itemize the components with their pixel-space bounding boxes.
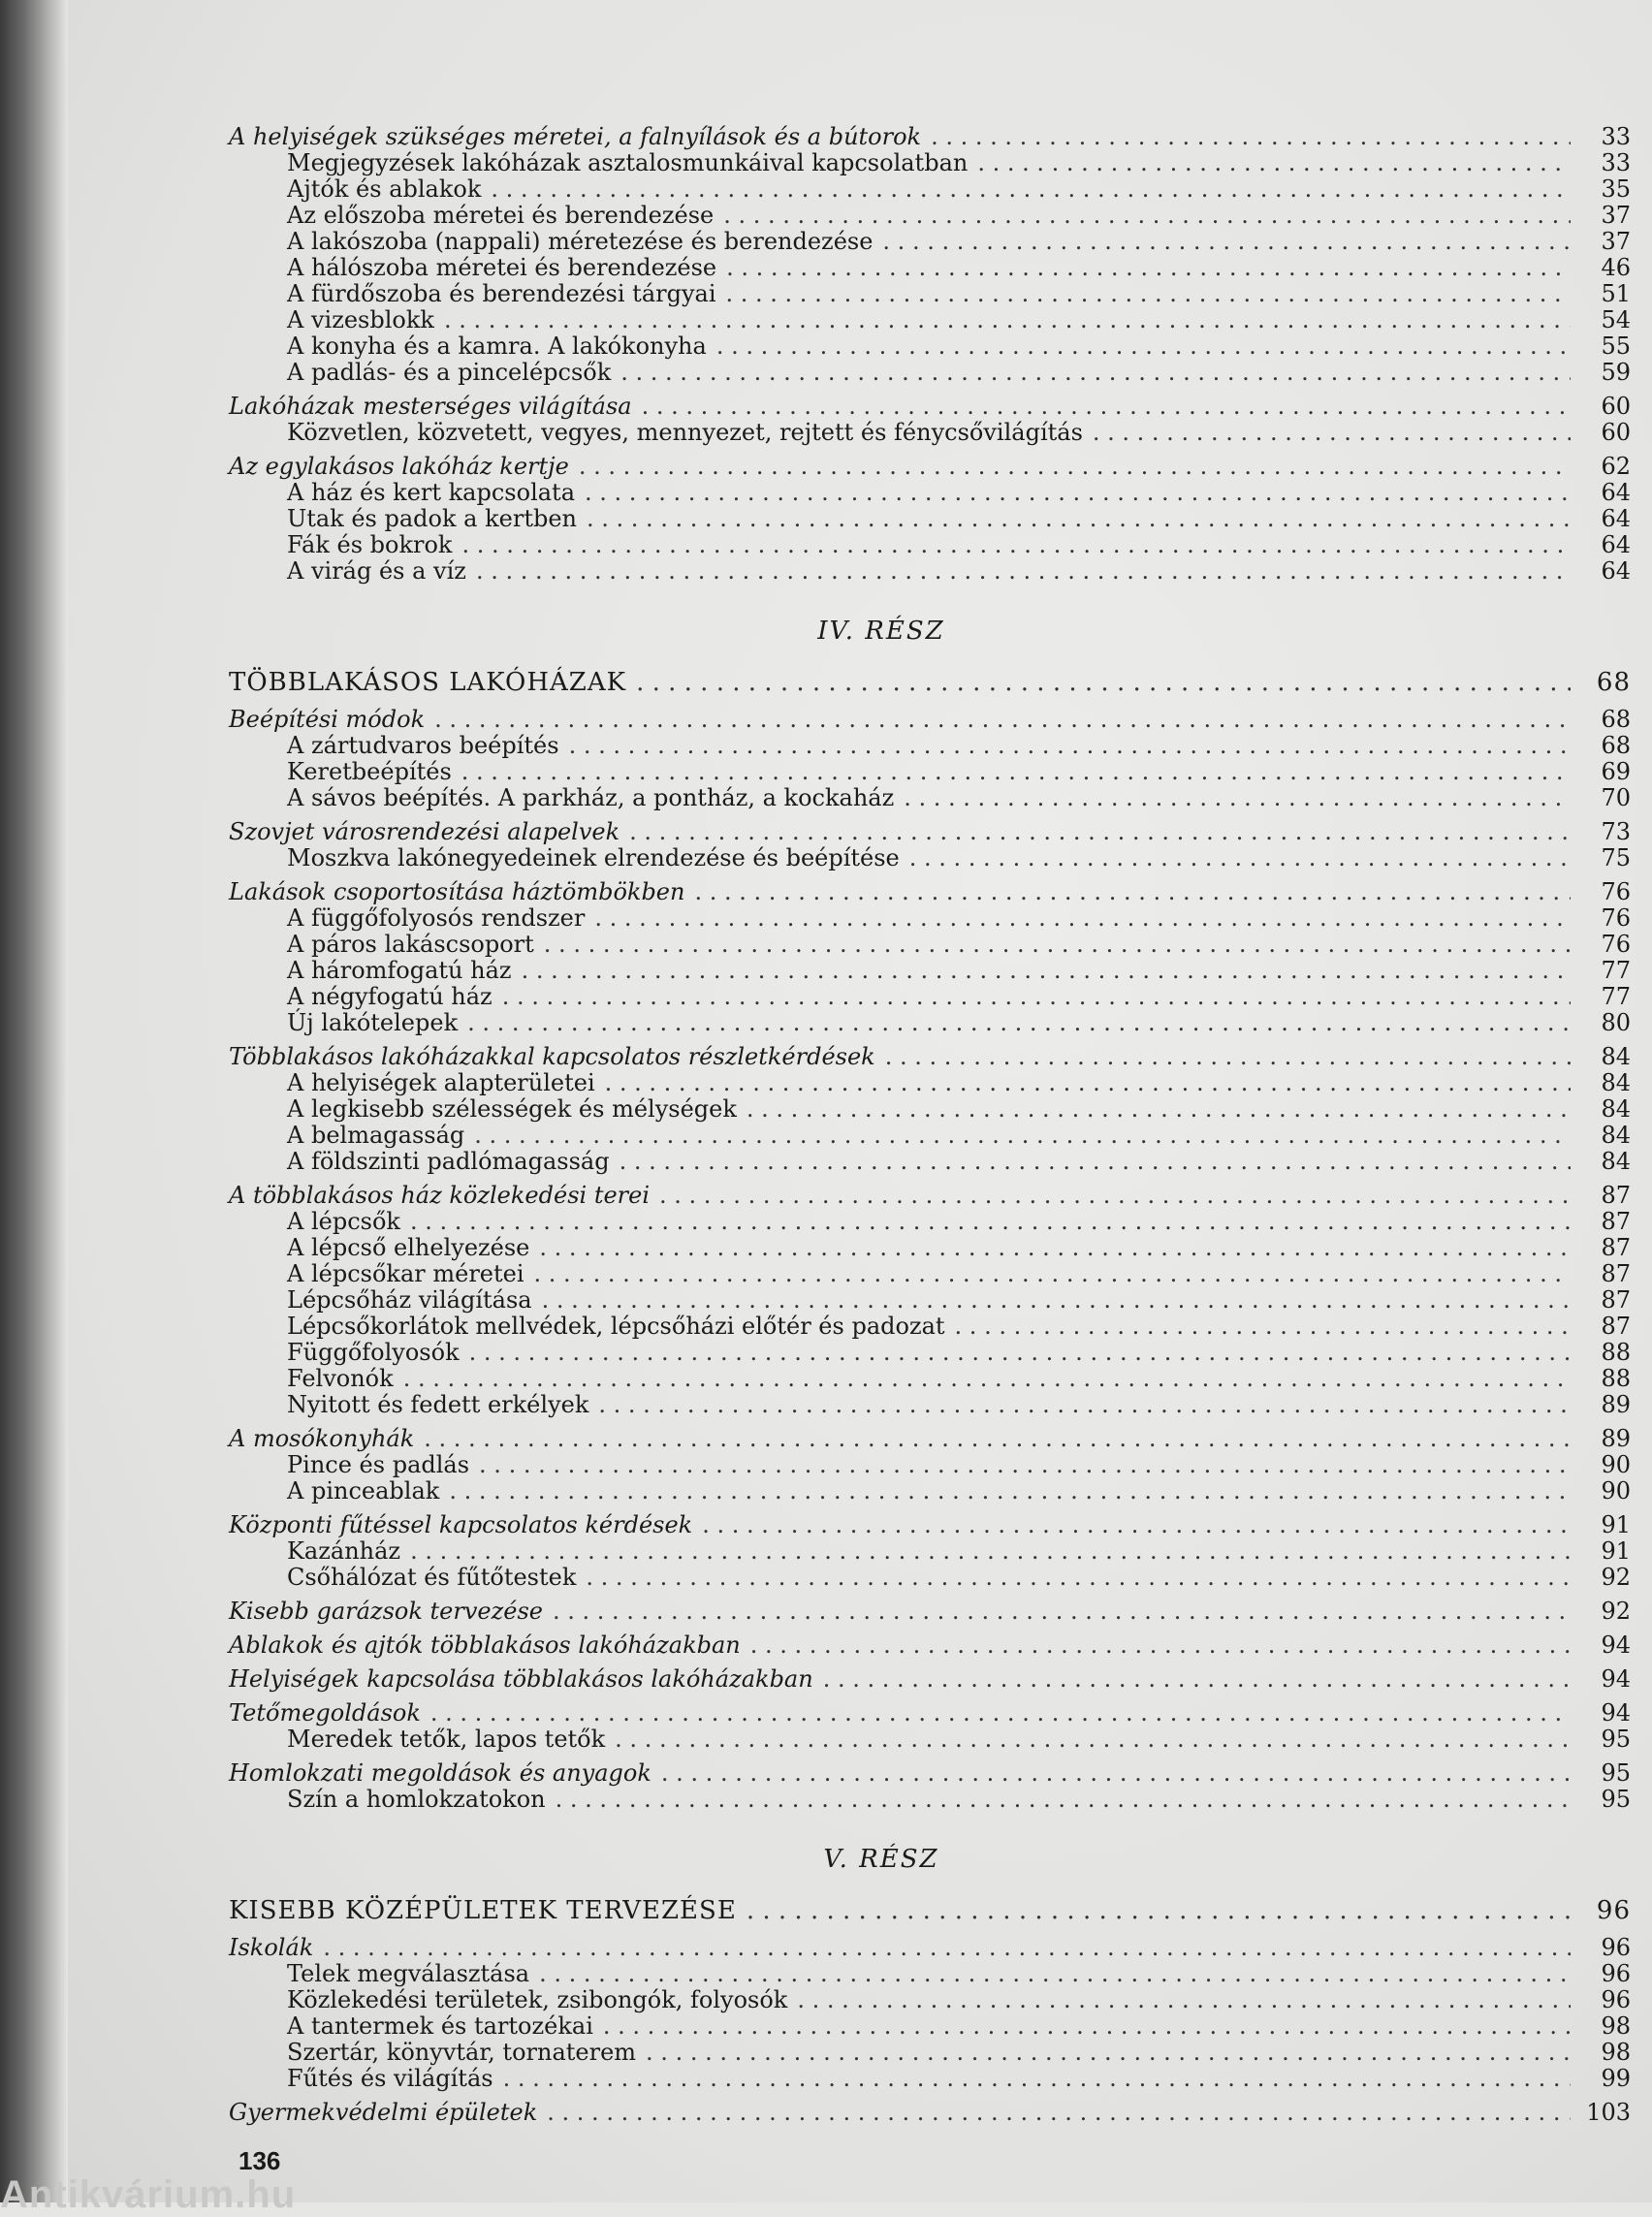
toc-entry — [229, 733, 1631, 759]
dot-leader — [629, 819, 1571, 845]
toc-entry-title: A mosókonyhák — [229, 1425, 415, 1452]
table-of-contents — [229, 124, 1631, 2126]
toc-entry — [229, 281, 1631, 307]
toc-entry-title: Homlokzati megoldások és anyagok — [229, 1759, 651, 1787]
toc-page-number: 96 — [1601, 1986, 1631, 2013]
dot-leader — [424, 1426, 1571, 1452]
dot-leader — [694, 879, 1571, 905]
toc-entry-title: A páros lakáscsoport — [287, 931, 534, 958]
toc-entry — [229, 480, 1631, 506]
toc-page-number: 37 — [1601, 228, 1631, 255]
toc-entry — [229, 360, 1631, 386]
dot-leader — [955, 1314, 1571, 1340]
toc-page-number: 94 — [1601, 1631, 1631, 1659]
dot-leader — [539, 1235, 1571, 1261]
toc-section — [229, 1183, 1631, 1209]
toc-page-number: 33 — [1601, 149, 1631, 176]
dot-leader — [659, 1183, 1571, 1209]
dot-leader — [931, 124, 1571, 150]
toc-entry-title: A konyha és a kamra. A lakókonyha — [287, 333, 707, 360]
toc-entry-title: Tetőmegoldások — [229, 1699, 421, 1726]
dot-leader — [605, 1070, 1571, 1096]
toc-entry — [229, 558, 1631, 585]
dot-leader — [909, 845, 1571, 871]
toc-entry-title: Központi fűtéssel kapcsolatos kérdések — [229, 1511, 693, 1538]
toc-entry — [229, 1070, 1631, 1096]
toc-entry — [229, 759, 1631, 785]
dot-leader — [823, 1666, 1571, 1693]
toc-entry-title: Új lakótelepek — [287, 1009, 459, 1036]
toc-entry-title: Meredek tetők, lapos tetők — [287, 1726, 606, 1753]
toc-page-number: 87 — [1601, 1234, 1631, 1261]
toc-page-number: 90 — [1601, 1477, 1631, 1504]
dot-leader — [620, 1149, 1571, 1175]
toc-page-number: 60 — [1601, 393, 1631, 420]
toc-page-number: 60 — [1601, 419, 1631, 446]
toc-page-number: 76 — [1601, 878, 1631, 905]
toc-page-number: 96 — [1596, 1896, 1631, 1925]
toc-entry-title: Moszkva lakónegyedeinek elrendezése és beépítése — [287, 844, 900, 871]
toc-entry-title: Függőfolyosók — [287, 1339, 460, 1366]
page-number: 136 — [238, 2146, 281, 2175]
toc-page-number: 87 — [1601, 1208, 1631, 1235]
toc-page-number: 95 — [1601, 1786, 1631, 1813]
dot-leader — [636, 666, 1571, 699]
watermark: Antikvárium.hu — [0, 2173, 297, 2216]
dot-leader — [594, 905, 1571, 932]
dot-leader — [750, 1632, 1571, 1659]
toc-section — [229, 1599, 1631, 1625]
toc-page-number: 88 — [1601, 1365, 1631, 1392]
dot-leader — [747, 1096, 1571, 1123]
toc-entry — [229, 150, 1631, 176]
toc-entry-title: Gyermekvédelmi épületek — [229, 2099, 538, 2126]
toc-page-number: 68 — [1601, 732, 1631, 759]
toc-page-number: 84 — [1601, 1148, 1631, 1175]
toc-section — [229, 1760, 1631, 1787]
dot-leader — [904, 785, 1571, 811]
dot-leader — [502, 984, 1571, 1010]
toc-entry-title: Csőhálózat és fűtőtestek — [287, 1564, 577, 1591]
toc-entry-title: Keretbeépítés — [287, 758, 452, 785]
toc-page-number: 96 — [1601, 1960, 1631, 1987]
toc-page-number: 68 — [1596, 668, 1631, 697]
toc-entry — [229, 1565, 1631, 1591]
toc-page-number: 89 — [1601, 1391, 1631, 1418]
toc-entry-title: Megjegyzések lakóházak asztalosmunkáival kapcsolatban — [287, 149, 969, 176]
toc-page-number: 62 — [1601, 453, 1631, 480]
toc-entry-title: Nyitott és fedett erkélyek — [287, 1391, 589, 1418]
toc-entry-title: A helyiségek alapterületei — [287, 1069, 595, 1096]
toc-page-number: 76 — [1601, 904, 1631, 932]
dot-leader — [461, 759, 1571, 785]
toc-page-number: 91 — [1601, 1511, 1631, 1538]
toc-entry — [229, 905, 1631, 932]
toc-entry-title: Szín a homlokzatokon — [287, 1786, 546, 1813]
toc-entry — [229, 307, 1631, 333]
toc-page-number: 99 — [1601, 2065, 1631, 2092]
toc-page-number: 77 — [1601, 957, 1631, 984]
toc-entry-title: Fűtés és világítás — [287, 2065, 493, 2092]
toc-entry — [229, 2066, 1631, 2092]
toc-page-number: 68 — [1601, 706, 1631, 733]
dot-leader — [646, 2040, 1571, 2066]
dot-leader — [553, 1599, 1571, 1625]
toc-page-number: 87 — [1601, 1313, 1631, 1340]
toc-page-number: 70 — [1601, 784, 1631, 811]
toc-section — [229, 879, 1631, 905]
toc-entry-title: Utak és padok a kertben — [287, 505, 577, 532]
toc-page-number: 98 — [1601, 2039, 1631, 2066]
toc-entry-title: A hálószoba méretei és berendezése — [287, 254, 717, 281]
toc-entry — [229, 1123, 1631, 1149]
toc-section — [229, 819, 1631, 845]
toc-entry-title: Felvonók — [287, 1365, 394, 1392]
toc-entry-title: Telek megválasztása — [287, 1960, 530, 1987]
toc-page-number: 84 — [1601, 1122, 1631, 1149]
dot-leader — [598, 1392, 1571, 1418]
toc-page-number: 69 — [1601, 758, 1631, 785]
toc-section — [229, 1935, 1631, 1961]
toc-entry — [229, 1961, 1631, 1987]
toc-entry-title: A legkisebb szélességek és mélységek — [287, 1095, 737, 1123]
toc-entry — [229, 958, 1631, 984]
dot-leader — [977, 150, 1571, 176]
dot-leader — [479, 1452, 1571, 1478]
toc-entry-title: Az egylakásos lakóház kertje — [229, 453, 569, 480]
toc-entry-title: Kisebb garázsok tervezése — [229, 1598, 543, 1625]
toc-section — [229, 124, 1631, 150]
toc-entry-title: A belmagasság — [287, 1122, 465, 1149]
toc-chapter — [229, 1894, 1631, 1927]
toc-section — [229, 1700, 1631, 1726]
dot-leader — [410, 1209, 1571, 1235]
toc-entry — [229, 1340, 1631, 1366]
toc-entry-title: A sávos beépítés. A parkház, a pontház, a kockaház — [287, 784, 895, 811]
toc-entry-title: Közvetlen, közvetett, vegyes, mennyezet, rejtett és fénycsővilágítás — [287, 419, 1083, 446]
toc-section — [229, 1044, 1631, 1070]
dot-leader — [569, 733, 1571, 759]
toc-entry — [229, 2040, 1631, 2066]
toc-chapter — [229, 666, 1631, 699]
toc-entry-title: Helyiségek kapcsolása többlakásos lakóházakban — [229, 1665, 813, 1693]
dot-leader — [797, 1987, 1571, 2013]
dot-leader — [556, 1787, 1571, 1813]
dot-leader — [726, 281, 1571, 307]
toc-page-number: 94 — [1601, 1699, 1631, 1726]
toc-entry — [229, 1987, 1631, 2013]
dot-leader — [474, 1123, 1571, 1149]
toc-entry-title: Többlakásos lakóházakkal kapcsolatos részletkérdések — [229, 1043, 875, 1070]
toc-entry — [229, 1366, 1631, 1392]
dot-leader — [522, 958, 1571, 984]
toc-entry — [229, 1726, 1631, 1753]
toc-section — [229, 394, 1631, 420]
toc-page-number: 98 — [1601, 2012, 1631, 2040]
toc-entry-title: A padlás- és a pincelépcsők — [287, 359, 612, 386]
dot-leader — [491, 176, 1571, 203]
toc-page-number: 88 — [1601, 1339, 1631, 1366]
toc-entry — [229, 1392, 1631, 1418]
dot-leader — [885, 1044, 1571, 1070]
toc-page-number: 87 — [1601, 1286, 1631, 1314]
dot-leader — [603, 2013, 1571, 2040]
toc-entry — [229, 203, 1631, 229]
toc-entry-title: A tantermek és tartozékai — [287, 2012, 593, 2040]
toc-entry-title: Lépcsőkorlátok mellvédek, lépcsőházi előtér és padozat — [287, 1313, 945, 1340]
dot-leader — [587, 506, 1571, 532]
dot-leader — [547, 2100, 1571, 2126]
part-heading: IV. RÉSZ — [817, 617, 945, 646]
book-spine-shadow — [0, 0, 68, 2202]
dot-leader — [1093, 420, 1571, 446]
toc-entry-title: Pince és padlás — [287, 1451, 470, 1478]
dot-leader — [716, 333, 1571, 360]
dot-leader — [723, 203, 1571, 229]
dot-leader — [410, 1538, 1571, 1565]
dot-leader — [461, 532, 1571, 558]
toc-page-number: 87 — [1601, 1260, 1631, 1287]
dot-leader — [585, 480, 1571, 506]
toc-page-number: 80 — [1601, 1009, 1631, 1036]
toc-page-number: 84 — [1601, 1095, 1631, 1123]
toc-entry — [229, 255, 1631, 281]
toc-page-number: 64 — [1601, 531, 1631, 558]
dot-leader — [503, 2066, 1571, 2092]
dot-leader — [586, 1565, 1571, 1591]
dot-leader — [467, 1010, 1571, 1036]
dot-leader — [726, 255, 1571, 281]
toc-entry — [229, 1452, 1631, 1478]
toc-entry-title: A négyfogatú ház — [287, 983, 492, 1010]
toc-entry-title: Ablakok és ajtók többlakásos lakóházakban — [229, 1631, 741, 1659]
toc-entry-title: A lépcső elhelyezése — [287, 1234, 530, 1261]
toc-entry-title: A helyiségek szükséges méretei, a falnyílások és a bútorok — [229, 123, 922, 150]
toc-page-number: 73 — [1601, 818, 1631, 845]
toc-entry — [229, 1314, 1631, 1340]
toc-entry — [229, 229, 1631, 255]
toc-entry — [229, 845, 1631, 871]
toc-entry-title: A többlakásos ház közlekedési terei — [229, 1182, 651, 1209]
part-heading: V. RÉSZ — [823, 1845, 939, 1874]
dot-leader — [615, 1726, 1571, 1753]
dot-leader — [882, 229, 1571, 255]
toc-entry — [229, 333, 1631, 360]
dot-leader — [444, 307, 1571, 333]
toc-entry-title: Szovjet városrendezési alapelvek — [229, 818, 620, 845]
toc-entry-title: KISEBB KÖZÉPÜLETEK TERVEZÉSE — [229, 1896, 737, 1925]
toc-entry — [229, 1209, 1631, 1235]
toc-page-number: 64 — [1601, 557, 1631, 585]
toc-entry-title: A virág és a víz — [287, 557, 466, 585]
toc-entry — [229, 532, 1631, 558]
toc-page-number: 92 — [1601, 1564, 1631, 1591]
toc-entry-title: A fürdőszoba és berendezési tárgyai — [287, 280, 716, 307]
toc-entry — [229, 932, 1631, 958]
dot-leader — [403, 1366, 1571, 1392]
toc-page-number: 51 — [1601, 280, 1631, 307]
toc-entry — [229, 1287, 1631, 1314]
dot-leader — [449, 1478, 1571, 1504]
toc-entry-title: A földszinti padlómagasság — [287, 1148, 610, 1175]
dot-leader — [534, 1261, 1571, 1287]
toc-page-number: 33 — [1601, 123, 1631, 150]
toc-entry-title: Beépítési módok — [229, 706, 426, 733]
dot-leader — [476, 558, 1571, 585]
toc-section — [229, 1512, 1631, 1538]
toc-page-number: 64 — [1601, 505, 1631, 532]
dot-leader — [430, 1700, 1571, 1726]
toc-page-number: 96 — [1601, 1934, 1631, 1961]
toc-section — [229, 1426, 1631, 1452]
toc-entry-title: Fák és bokrok — [287, 531, 453, 558]
toc-entry-title: A pinceablak — [287, 1477, 440, 1504]
toc-entry-title: A lépcsőkar méretei — [287, 1260, 524, 1287]
toc-entry-title: A vizesblokk — [287, 306, 434, 333]
toc-page-number: 89 — [1601, 1425, 1631, 1452]
toc-entry-title: Kazánház — [287, 1537, 401, 1565]
toc-page-number: 103 — [1586, 2099, 1631, 2126]
dot-leader — [539, 1961, 1571, 1987]
toc-entry — [229, 1478, 1631, 1504]
toc-entry — [229, 1235, 1631, 1261]
dot-leader — [702, 1512, 1571, 1538]
toc-page-number: 84 — [1601, 1069, 1631, 1096]
toc-entry-title: Ajtók és ablakok — [287, 175, 482, 203]
toc-page-number: 87 — [1601, 1182, 1631, 1209]
toc-entry — [229, 1261, 1631, 1287]
toc-page-number: 92 — [1601, 1598, 1631, 1625]
toc-entry — [229, 2013, 1631, 2040]
toc-section — [229, 1666, 1631, 1693]
toc-entry — [229, 1096, 1631, 1123]
toc-page-number: 94 — [1601, 1665, 1631, 1693]
toc-section — [229, 2100, 1631, 2126]
toc-entry-title: Szertár, könyvtár, tornaterem — [287, 2039, 637, 2066]
toc-page-number: 95 — [1601, 1726, 1631, 1753]
dot-leader — [661, 1760, 1571, 1787]
toc-section — [229, 454, 1631, 480]
dot-leader — [323, 1935, 1571, 1961]
toc-entry — [229, 506, 1631, 532]
toc-entry — [229, 1538, 1631, 1565]
toc-entry-title: A függőfolyosós rendszer — [287, 904, 586, 932]
toc-entry-title: Lépcsőház világítása — [287, 1286, 532, 1314]
toc-page-number: 59 — [1601, 359, 1631, 386]
toc-entry-title: A zártudvaros beépítés — [287, 732, 559, 759]
toc-entry — [229, 785, 1631, 811]
toc-entry — [229, 1149, 1631, 1175]
toc-page-number: 75 — [1601, 844, 1631, 871]
toc-entry — [229, 1787, 1631, 1813]
toc-entry-title: Iskolák — [229, 1934, 314, 1961]
toc-entry-title: A lakószoba (nappali) méretezése és berendezése — [287, 228, 874, 255]
toc-entry — [229, 1010, 1631, 1036]
toc-entry-title: Közlekedési területek, zsibongók, folyosók — [287, 1986, 788, 2013]
toc-entry — [229, 984, 1631, 1010]
dot-leader — [642, 394, 1571, 420]
toc-entry-title: A háromfogatú ház — [287, 957, 512, 984]
toc-page-number: 37 — [1601, 202, 1631, 229]
toc-page-number: 64 — [1601, 479, 1631, 506]
dot-leader — [747, 1894, 1571, 1927]
toc-page-number: 95 — [1601, 1759, 1631, 1787]
toc-section — [229, 1632, 1631, 1659]
toc-entry — [229, 176, 1631, 203]
toc-page-number: 55 — [1601, 333, 1631, 360]
toc-entry-title: Az előszoba méretei és berendezése — [287, 202, 715, 229]
dot-leader — [579, 454, 1571, 480]
toc-page-number: 35 — [1601, 175, 1631, 203]
toc-page-number: 54 — [1601, 306, 1631, 333]
toc-page-number: 90 — [1601, 1451, 1631, 1478]
toc-entry-title: Lakóházak mesterséges világítása — [229, 393, 632, 420]
toc-page-number: 91 — [1601, 1537, 1631, 1565]
toc-section — [229, 707, 1631, 733]
toc-page-number: 84 — [1601, 1043, 1631, 1070]
toc-entry-title: TÖBBLAKÁSOS LAKÓHÁZAK — [229, 668, 627, 697]
dot-leader — [544, 932, 1571, 958]
dot-leader — [469, 1340, 1571, 1366]
toc-entry-title: A lépcsők — [287, 1208, 400, 1235]
dot-leader — [434, 707, 1571, 733]
dot-leader — [620, 360, 1571, 386]
toc-entry-title: A ház és kert kapcsolata — [287, 479, 575, 506]
dot-leader — [542, 1287, 1571, 1314]
toc-entry-title: Lakások csoportosítása háztömbökben — [229, 878, 685, 905]
toc-page-number: 46 — [1601, 254, 1631, 281]
toc-entry — [229, 420, 1631, 446]
toc-page-number: 77 — [1601, 983, 1631, 1010]
toc-page-number: 76 — [1601, 931, 1631, 958]
